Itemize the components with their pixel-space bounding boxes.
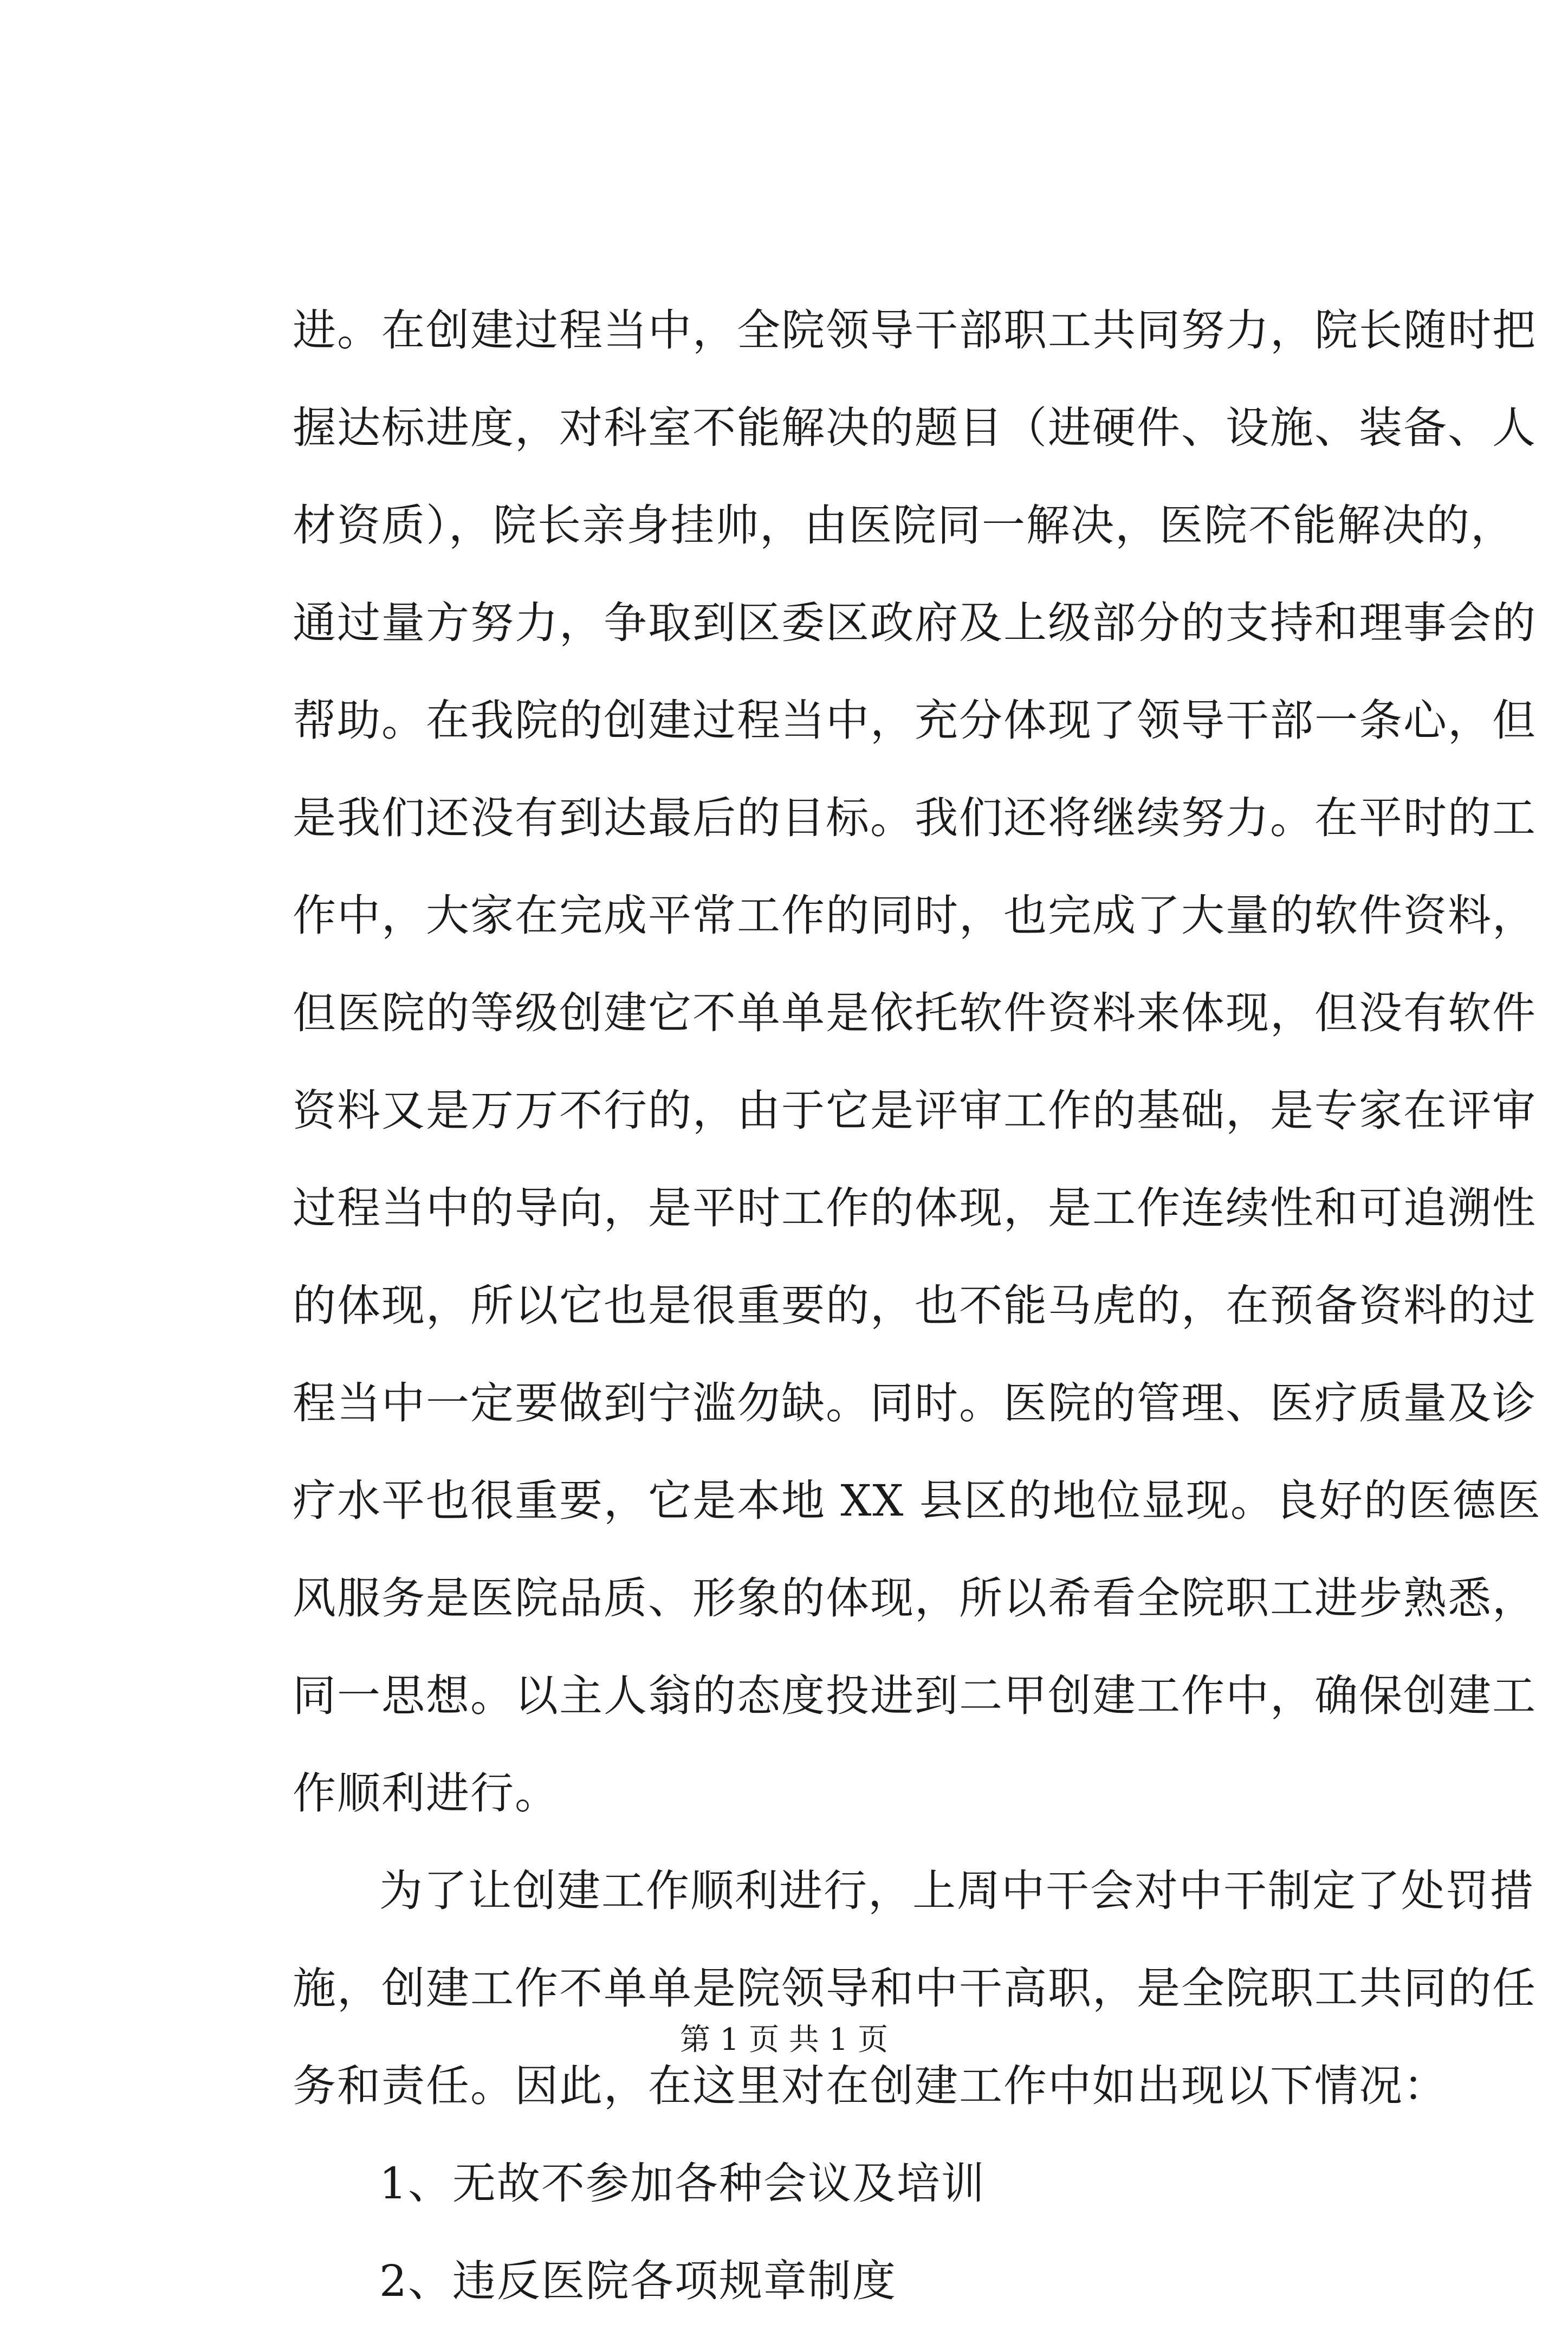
text-line: 握达标进度，对科室不能解决的题目（进硬件、设施、装备、人 (293, 403, 1537, 453)
list-item: 2、违反医院各项规章制度 (379, 2256, 897, 2306)
text-line: 作顺利进行。 (293, 1768, 559, 1818)
text-line: 的体现，所以它也是很重要的，也不能马虎的，在预备资料的过 (293, 1280, 1537, 1331)
text-line: 资料又是万万不行的，由于它是评审工作的基础，是专家在评审 (293, 1085, 1537, 1136)
page-footer: 第 1 页 共 1 页 (679, 2022, 889, 2057)
text-line: 帮助。在我院的创建过程当中，充分体现了领导干部一条心，但 (293, 695, 1537, 746)
text-line: 进。在创建过程当中，全院领导干部职工共同努力，院长随时把 (293, 305, 1537, 355)
text-line: 是我们还没有到达最后的目标。我们还将继续努力。在平时的工 (293, 793, 1537, 843)
text-line: 施，创建工作不单单是院领导和中干高职，是全院职工共同的任 (293, 1963, 1537, 2014)
paragraph-1 (293, 282, 1541, 1842)
text-line: 但医院的等级创建它不单单是依托软件资料来体现，但没有软件 (293, 988, 1537, 1038)
list-item: 1、无故不参加各种会议及培训 (379, 2158, 986, 2209)
paragraph-2 (293, 1842, 1537, 2135)
text-line: 作中，大家在完成平常工作的同时，也完成了大量的软件资料， (293, 890, 1537, 941)
text-line: 过程当中的导向，是平时工作的体现，是工作连续性和可追溯性 (293, 1183, 1537, 1233)
text-line: 务和责任。因此，在这里对在创建工作中如出现以下情况： (293, 2061, 1448, 2111)
text-line: 为了让创建工作顺利进行，上周中干会对中干制定了处罚措 (379, 1866, 1534, 1916)
text-line: 通过量方努力，争取到区委区政府及上级部分的支持和理事会的 (293, 598, 1537, 648)
text-line: 材资质），院长亲身挂帅，由医院同一解决，医院不能解决的， (293, 500, 1515, 551)
text-line: 同一思想。以主人翁的态度投进到二甲创建工作中，确保创建工 (293, 1671, 1537, 1721)
text-line: 程当中一定要做到宁滥勿缺。同时。医院的管理、医疗质量及诊 (293, 1378, 1537, 1428)
text-line: 疗水平也很重要，它是本地 XX 县区的地位显现。良好的医德医 (293, 1475, 1541, 1526)
list (293, 2135, 1371, 2330)
text-line: 风服务是医院品质、形象的体现，所以希看全院职工进步熟悉， (293, 1573, 1537, 1623)
